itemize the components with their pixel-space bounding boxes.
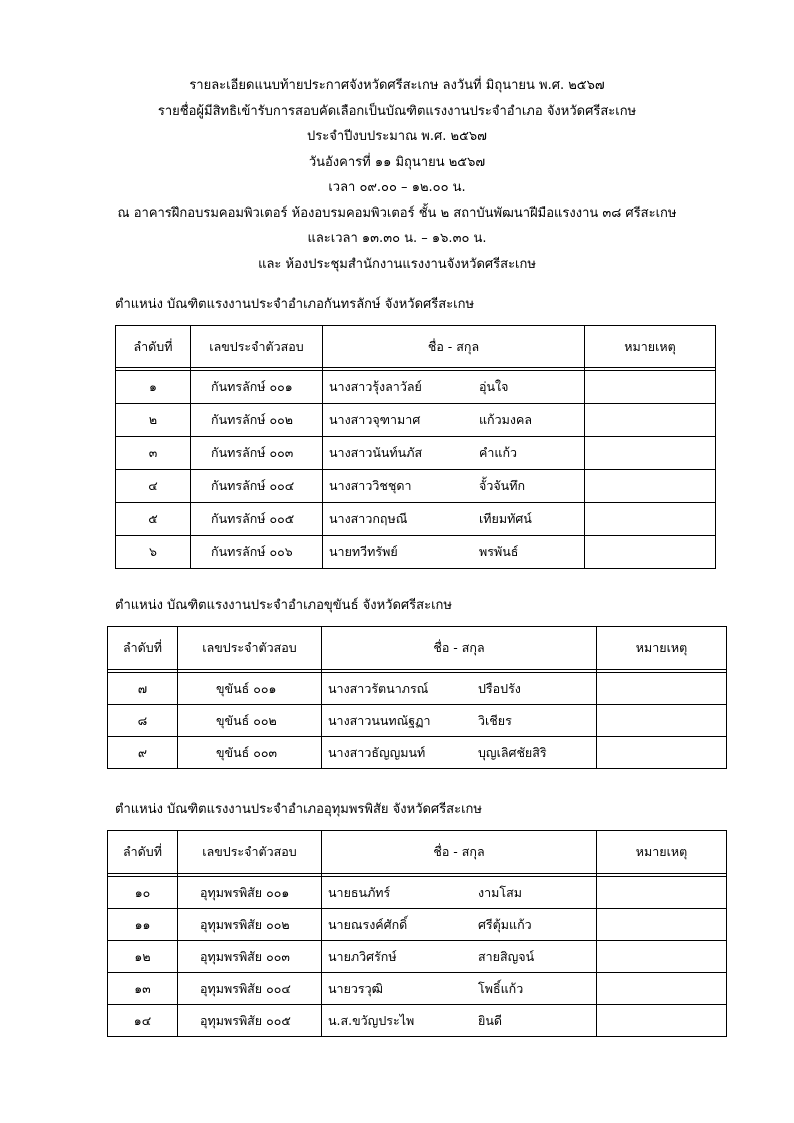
cell-name <box>323 503 585 536</box>
header-line-afternoon-time: และเวลา ๑๓.๓๐ น. – ๑๖.๓๐ น. <box>307 231 487 246</box>
cell-remark <box>585 536 716 569</box>
cell-exam-id: กันทรลักษ์ ๐๐๒ <box>191 404 323 437</box>
first-name: นายณรงค์ศักดิ์ <box>328 916 408 932</box>
cell-no: ๗ <box>108 673 178 705</box>
cell-exam-id: อุทุมพรพิสัย ๐๐๕ <box>178 1005 322 1037</box>
last-name: โพธิ์แก้ว <box>478 980 524 996</box>
cell-name <box>323 470 585 503</box>
last-name: ยินดี <box>478 1012 502 1028</box>
cell-remark <box>597 705 727 737</box>
column-header-remark: หมายเหตุ <box>597 831 727 874</box>
cell-name <box>323 437 585 470</box>
header-line-meeting-room: และ ห้องประชุมสำนักงานแรงงานจังหวัดศรีสะเกษ <box>258 256 536 272</box>
table-header-row <box>108 627 727 670</box>
header-line-date: วันอังคารที่ ๑๑ มิถุนายน ๒๕๖๗ <box>308 154 486 170</box>
cell-name <box>322 1005 597 1037</box>
cell-exam-id: กันทรลักษ์ ๐๐๑ <box>191 371 323 404</box>
cell-remark <box>597 673 727 705</box>
cell-remark <box>585 404 716 437</box>
cell-name <box>322 673 597 705</box>
cell-no: ๔ <box>116 470 191 503</box>
cell-exam-id: อุทุมพรพิสัย ๐๐๑ <box>178 877 322 909</box>
table-header-row <box>116 326 716 368</box>
first-name: นางสาวกฤษณี <box>329 511 408 526</box>
cell-exam-id: กันทรลักษ์ ๐๐๔ <box>191 470 323 503</box>
cell-no: ๑๐ <box>108 877 178 909</box>
cell-exam-id: กันทรลักษ์ ๐๐๓ <box>191 437 323 470</box>
header-line-venue: ณ อาคารฝึกอบรมคอมพิวเตอร์ ห้องอบรมคอมพิวเตอร์ ชั้น ๒ สถาบันพัฒนาฝีมือแรงงาน ๓๘ ศรีสะเกษ <box>117 205 677 221</box>
table-kantharalak <box>115 325 716 569</box>
cell-no: ๑ <box>116 371 191 404</box>
table-row <box>116 470 716 503</box>
cell-remark <box>597 737 727 769</box>
column-header-name: ชื่อ - สกุล <box>323 326 585 368</box>
first-name: นางสาวจุฑามาศ <box>329 412 421 427</box>
column-header-exam-id: เลขประจำตัวสอบ <box>191 326 323 368</box>
cell-remark <box>597 877 727 909</box>
header-line-fiscal-year: ประจำปีงบประมาณ พ.ศ. ๒๕๖๗ <box>307 129 487 144</box>
first-name: นางสาวรัตนาภรณ์ <box>328 680 429 696</box>
cell-name <box>322 737 597 769</box>
last-name: พรพันธ์ <box>479 544 519 559</box>
table-row <box>116 503 716 536</box>
first-name: นางสาวรุ้งลาวัลย์ <box>329 379 422 394</box>
cell-name <box>323 404 585 437</box>
cell-remark <box>597 973 727 1005</box>
table-row <box>108 909 727 941</box>
last-name: แก้วมงคล <box>479 412 533 427</box>
last-name: อุ่นใจ <box>479 379 509 394</box>
cell-remark <box>597 941 727 973</box>
column-header-no: ลำดับที่ <box>108 627 178 670</box>
cell-no: ๑๑ <box>108 909 178 941</box>
column-header-remark: หมายเหตุ <box>585 326 716 368</box>
cell-no: ๖ <box>116 536 191 569</box>
cell-name <box>323 371 585 404</box>
cell-exam-id: ขุขันธ์ ๐๐๑ <box>178 673 322 705</box>
cell-no: ๙ <box>108 737 178 769</box>
cell-remark <box>585 371 716 404</box>
first-name: นายภวิศรักษ์ <box>328 948 397 964</box>
cell-no: ๑๒ <box>108 941 178 973</box>
cell-name <box>322 705 597 737</box>
table-header-row <box>108 831 727 874</box>
cell-name <box>322 909 597 941</box>
section-title-uthumphon-phisai: ตำแหน่ง บัณฑิตแรงงานประจำอำเภออุทุมพรพิสัย จังหวัดศรีสะเกษ <box>115 802 482 817</box>
last-name: ศรีตุ้มแก้ว <box>478 916 532 932</box>
header-line-attachment: รายละเอียดแนบท้ายประกาศจังหวัดศรีสะเกษ ลงวันที่ มิถุนายน พ.ศ. ๒๕๖๗ <box>189 78 605 93</box>
cell-remark <box>585 503 716 536</box>
first-name: นายธนภัทร์ <box>328 884 391 900</box>
cell-no: ๓ <box>116 437 191 470</box>
column-header-remark: หมายเหตุ <box>597 627 727 670</box>
table-row <box>116 437 716 470</box>
column-header-name: ชื่อ - สกุล <box>322 831 597 874</box>
cell-no: ๑๓ <box>108 973 178 1005</box>
column-header-no: ลำดับที่ <box>108 831 178 874</box>
cell-remark <box>597 909 727 941</box>
table-row <box>116 404 716 437</box>
column-header-name: ชื่อ - สกุล <box>322 627 597 670</box>
last-name: เทียมทัศน์ <box>479 511 532 526</box>
cell-name <box>322 877 597 909</box>
cell-name <box>322 941 597 973</box>
cell-name <box>322 973 597 1005</box>
table-row <box>108 1005 727 1037</box>
cell-no: ๕ <box>116 503 191 536</box>
table-row <box>116 371 716 404</box>
table-row <box>108 737 727 769</box>
table-row <box>108 673 727 705</box>
table-uthumphon-phisai <box>107 830 727 1037</box>
column-header-exam-id: เลขประจำตัวสอบ <box>178 627 322 670</box>
table-row <box>108 941 727 973</box>
table-row <box>108 705 727 737</box>
first-name: น.ส.ขวัญประไพ <box>328 1012 415 1028</box>
document-header <box>0 73 794 277</box>
first-name: นายทวีทรัพย์ <box>329 544 398 559</box>
table-row <box>116 536 716 569</box>
last-name: ปรือปรัง <box>478 680 521 696</box>
cell-exam-id: อุทุมพรพิสัย ๐๐๔ <box>178 973 322 1005</box>
cell-name <box>323 536 585 569</box>
cell-exam-id: ขุขันธ์ ๐๐๓ <box>178 737 322 769</box>
table-row <box>108 973 727 1005</box>
header-line-subject: รายชื่อผู้มีสิทธิเข้ารับการสอบคัดเลือกเป็นบัณฑิตแรงงานประจำอำเภอ จังหวัดศรีสะเกษ <box>157 103 637 119</box>
first-name: นายวรวุฒิ <box>328 980 383 996</box>
cell-exam-id: ขุขันธ์ ๐๐๒ <box>178 705 322 737</box>
column-header-exam-id: เลขประจำตัวสอบ <box>178 831 322 874</box>
last-name: งามโสม <box>478 884 522 900</box>
cell-exam-id: กันทรลักษ์ ๐๐๕ <box>191 503 323 536</box>
last-name: สายสิญจน์ <box>478 948 535 964</box>
table-khukhan <box>107 626 727 769</box>
section-title-khukhan: ตำแหน่ง บัณฑิตแรงงานประจำอำเภอขุขันธ์ จังหวัดศรีสะเกษ <box>115 598 452 613</box>
first-name: นางสาวนันท์นภัส <box>329 445 423 460</box>
cell-exam-id: อุทุมพรพิสัย ๐๐๒ <box>178 909 322 941</box>
cell-remark <box>585 470 716 503</box>
cell-exam-id: อุทุมพรพิสัย ๐๐๓ <box>178 941 322 973</box>
last-name: จั้วจันทึก <box>479 478 526 493</box>
last-name: วิเชียร <box>478 712 512 728</box>
cell-no: ๘ <box>108 705 178 737</box>
column-header-no: ลำดับที่ <box>116 326 191 368</box>
table-row <box>108 877 727 909</box>
last-name: คำแก้ว <box>479 445 518 460</box>
cell-no: ๒ <box>116 404 191 437</box>
header-line-morning-time: เวลา ๐๙.๐๐ – ๑๒.๐๐ น. <box>328 180 466 195</box>
last-name: บุญเลิศชัยสิริ <box>478 744 547 760</box>
first-name: นางสาววิชชุดา <box>329 478 412 493</box>
first-name: นางสาวธัญญมนท์ <box>328 744 426 760</box>
section-title-kantharalak: ตำแหน่ง บัณฑิตแรงงานประจำอำเภอกันทรลักษ์ จังหวัดศรีสะเกษ <box>115 297 475 312</box>
first-name: นางสาวนนทณัฐฏา <box>328 712 431 728</box>
cell-remark <box>585 437 716 470</box>
cell-remark <box>597 1005 727 1037</box>
cell-no: ๑๔ <box>108 1005 178 1037</box>
cell-exam-id: กันทรลักษ์ ๐๐๖ <box>191 536 323 569</box>
